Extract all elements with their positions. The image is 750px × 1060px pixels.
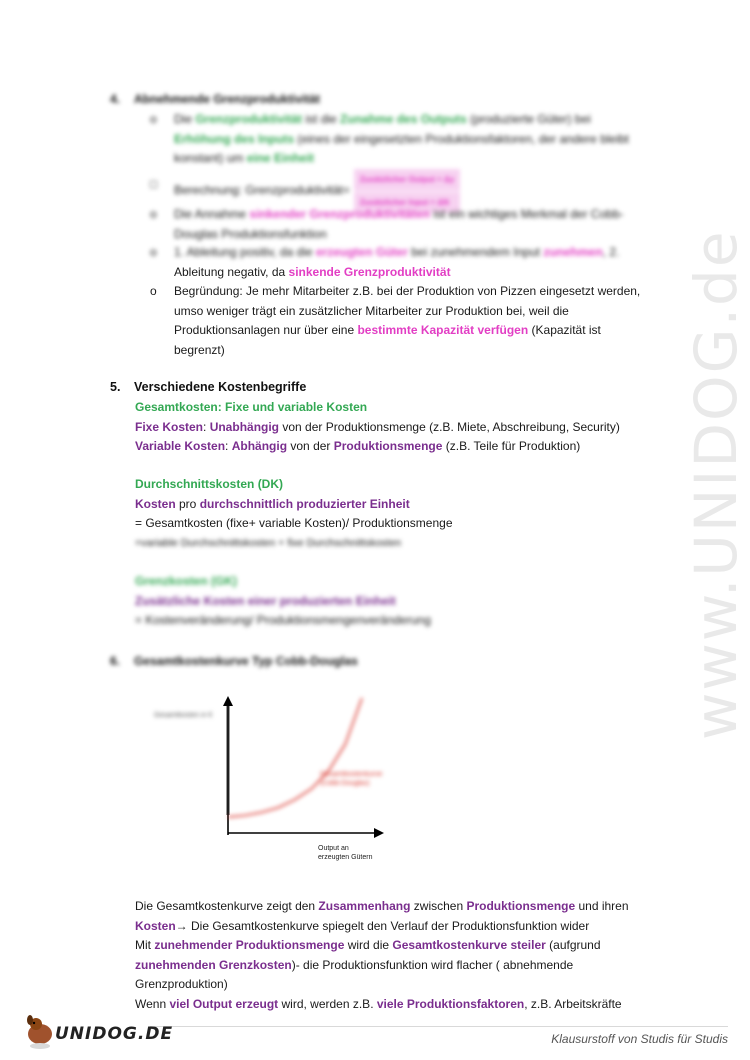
highlight: Fixe Kosten [135, 419, 204, 434]
text: 1. Ableitung positiv, da die [174, 245, 316, 259]
curve-label-line-1: Gesamtkostenkurve [320, 771, 383, 778]
section-6-heading [110, 654, 358, 668]
watermark: www.UNIDOG.de [682, 229, 750, 740]
text: ist ein wichtiges Merkmal der Cobb-Douglas Produktionsfunktion [174, 207, 624, 241]
text: , 2. [602, 245, 620, 259]
text: zwischen [410, 899, 467, 913]
dk-line-3: =variable Durchschnittskosten + fixe Durchschnittskosten [135, 536, 402, 549]
curve-label-2 [320, 780, 369, 787]
curve-label [320, 771, 382, 778]
highlight: Gesamtkostenkurve steiler [392, 938, 546, 952]
highlight: Erhöhung des Inputs [174, 131, 294, 146]
highlight: sinkende Grenzproduktivität [288, 264, 451, 279]
fixe-kosten-line [135, 418, 655, 438]
text: (Kapazität ist begrenzt) [174, 323, 601, 357]
footer-tagline: Klausurstoff von Studis für Studis [551, 1032, 728, 1046]
bullet-marker: □ [150, 177, 158, 191]
section-number: 5. [110, 380, 121, 394]
highlight: viel Output erzeugt [169, 996, 279, 1011]
dog-icon [27, 1015, 52, 1049]
para-line-2 [135, 917, 655, 937]
chart-xlabel-2 [318, 854, 373, 861]
curve-group [228, 698, 362, 817]
gesamtkosten-title: Gesamtkosten: Fixe und variable Kosten [135, 400, 368, 414]
kosten-block [135, 398, 655, 457]
dk-title: Durchschnittskosten (DK) [135, 477, 284, 491]
text: )- die Produktionsfunktion wird flacher ( abnehmende [291, 957, 574, 972]
gk-title: Grenzkosten (GK) [135, 574, 238, 588]
text: Die [174, 112, 196, 126]
grenzkosten-block [135, 572, 655, 631]
para-line-1 [135, 897, 655, 917]
bottom-paragraph [135, 897, 655, 1014]
section-title: Abnehmende Grenzproduktivität [134, 92, 321, 106]
fraction-numerator: Zusätzlicher Output = Δy [354, 169, 460, 191]
chart-xlabel [318, 845, 349, 852]
fraction-denominator: Zusätzlicher Input = ΔN [354, 192, 460, 214]
highlight: Variable Kosten [135, 439, 226, 453]
formula-label: Berechnung: Grenzproduktivität= [174, 183, 350, 198]
dk-line-2: = Gesamtkosten (fixe+ variable Kosten)/ Produktionsmenge [135, 516, 453, 530]
highlight: zunehmen [543, 245, 603, 259]
para-line-5: Grenzproduktion) [135, 977, 228, 991]
bullet-marker: o [150, 207, 157, 221]
text: (produzierte Güter) bei [466, 112, 591, 126]
y-axis-arrow [223, 696, 233, 706]
bullet-grenzproduktivitaet [150, 110, 650, 169]
text: bei zunehmendem Input [407, 245, 544, 259]
highlight: Zusammenhang [318, 899, 411, 913]
chart-ylabel-text: Gesamtkosten in € [154, 712, 213, 719]
highlight: zunehmenden Grenzkosten [135, 957, 292, 972]
footer-divider [150, 1026, 728, 1027]
gk-line-2: = Kostenveränderung/ Produktionsmengenveränderung [135, 613, 431, 627]
text: wird die [344, 938, 393, 952]
text: (eines der eingesetzten Produktionsfaktoren, der andere bleibt konstant) um [174, 131, 629, 165]
gk-line-1: Zusätzliche Kosten einer produzierten Einheit [135, 593, 396, 608]
highlight: Abhängig [231, 439, 288, 453]
section-4-heading [110, 92, 320, 106]
text: → Die Gesamtkostenkurve spiegelt den Verlauf der Produktionsfunktion wider [175, 918, 590, 933]
text: und ihren [575, 899, 629, 913]
highlight: Grenzproduktivität [195, 112, 303, 126]
bullet-marker: o [150, 245, 157, 259]
section-5-heading [110, 380, 306, 394]
highlight: erzeugten Güter [315, 245, 408, 259]
dk-line-1 [135, 495, 655, 515]
text: von der Produktionsmenge (z.B. Miete, Abschreibung, Security) [279, 419, 620, 434]
text: Die Gesamtkostenkurve zeigt den [135, 899, 319, 913]
highlight: Zunahme des Outputs [340, 112, 467, 126]
text: ist die [302, 112, 341, 126]
para-line-6 [135, 995, 655, 1015]
text: Begründung: Je mehr Mitarbeiter z.B. bei der Produktion von Pizzen eingesetzt werden, umso weniger trägt ein zusätzlicher Mitarbeiter zur Produktion bei, weil die Produktionsanlagen nur über eine [174, 284, 641, 337]
text: von der [287, 439, 334, 453]
durchschnittskosten-block [135, 475, 655, 553]
text: Mit [135, 938, 155, 952]
logo-text[interactable]: UNIDOG.DE [55, 1024, 174, 1044]
highlight: zunehmender Produktionsmenge [154, 938, 345, 952]
text: pro [175, 496, 200, 511]
section-number: 6. [110, 654, 121, 668]
highlight: bestimmte Kapazität verfügen [357, 323, 529, 337]
text: , z.B. Arbeitskräfte [524, 996, 622, 1011]
highlight: eine Einheit [246, 151, 315, 165]
text: wird, werden z.B. [278, 996, 377, 1011]
text: Die Annahme [174, 207, 250, 221]
text: : [225, 439, 232, 453]
text: Ableitung negativ, da [174, 264, 289, 279]
highlight: durchschnittlich produzierter Einheit [199, 496, 410, 511]
gesamtkostenkurve-line [228, 698, 362, 817]
highlight: Produktionsmenge [466, 899, 576, 913]
x-axis-arrow [374, 828, 384, 838]
chart-xlabel-line-1: Output an [318, 845, 349, 852]
bullet-marker: o [150, 284, 157, 298]
bullet-marker: o [150, 112, 157, 126]
chart-ylabel [154, 712, 212, 719]
bullet-annahme [150, 205, 650, 244]
highlight: viele Produktionsfaktoren [376, 996, 525, 1011]
text: (aufgrund [545, 938, 601, 952]
chart-xlabel-line-2: erzeugten Gütern [318, 854, 373, 861]
highlight: Kosten [135, 918, 176, 933]
para-line-3 [135, 936, 655, 956]
gesamtkosten-chart [140, 690, 400, 875]
highlight: Kosten [135, 496, 176, 511]
text: : [203, 419, 210, 434]
bullet-begruendung [150, 282, 650, 360]
section-title: Verschiedene Kostenbegriffe [134, 380, 307, 394]
section-number: 4. [110, 92, 121, 106]
text: Wenn [135, 996, 170, 1011]
text: (z.B. Teile für Produktion) [442, 439, 581, 453]
highlight: sinkender Grenzproduktivitäten [249, 207, 431, 221]
curve-label-line-2: (Cobb-Douglas) [320, 780, 370, 787]
bullet-ableitung [150, 243, 650, 282]
section-title: Gesamtkostenkurve Typ Cobb-Douglas [134, 654, 358, 668]
highlight: Produktionsmenge [333, 439, 443, 453]
highlight: Unabhängig [209, 419, 280, 434]
para-line-4 [135, 956, 655, 976]
variable-kosten-line [135, 437, 655, 457]
